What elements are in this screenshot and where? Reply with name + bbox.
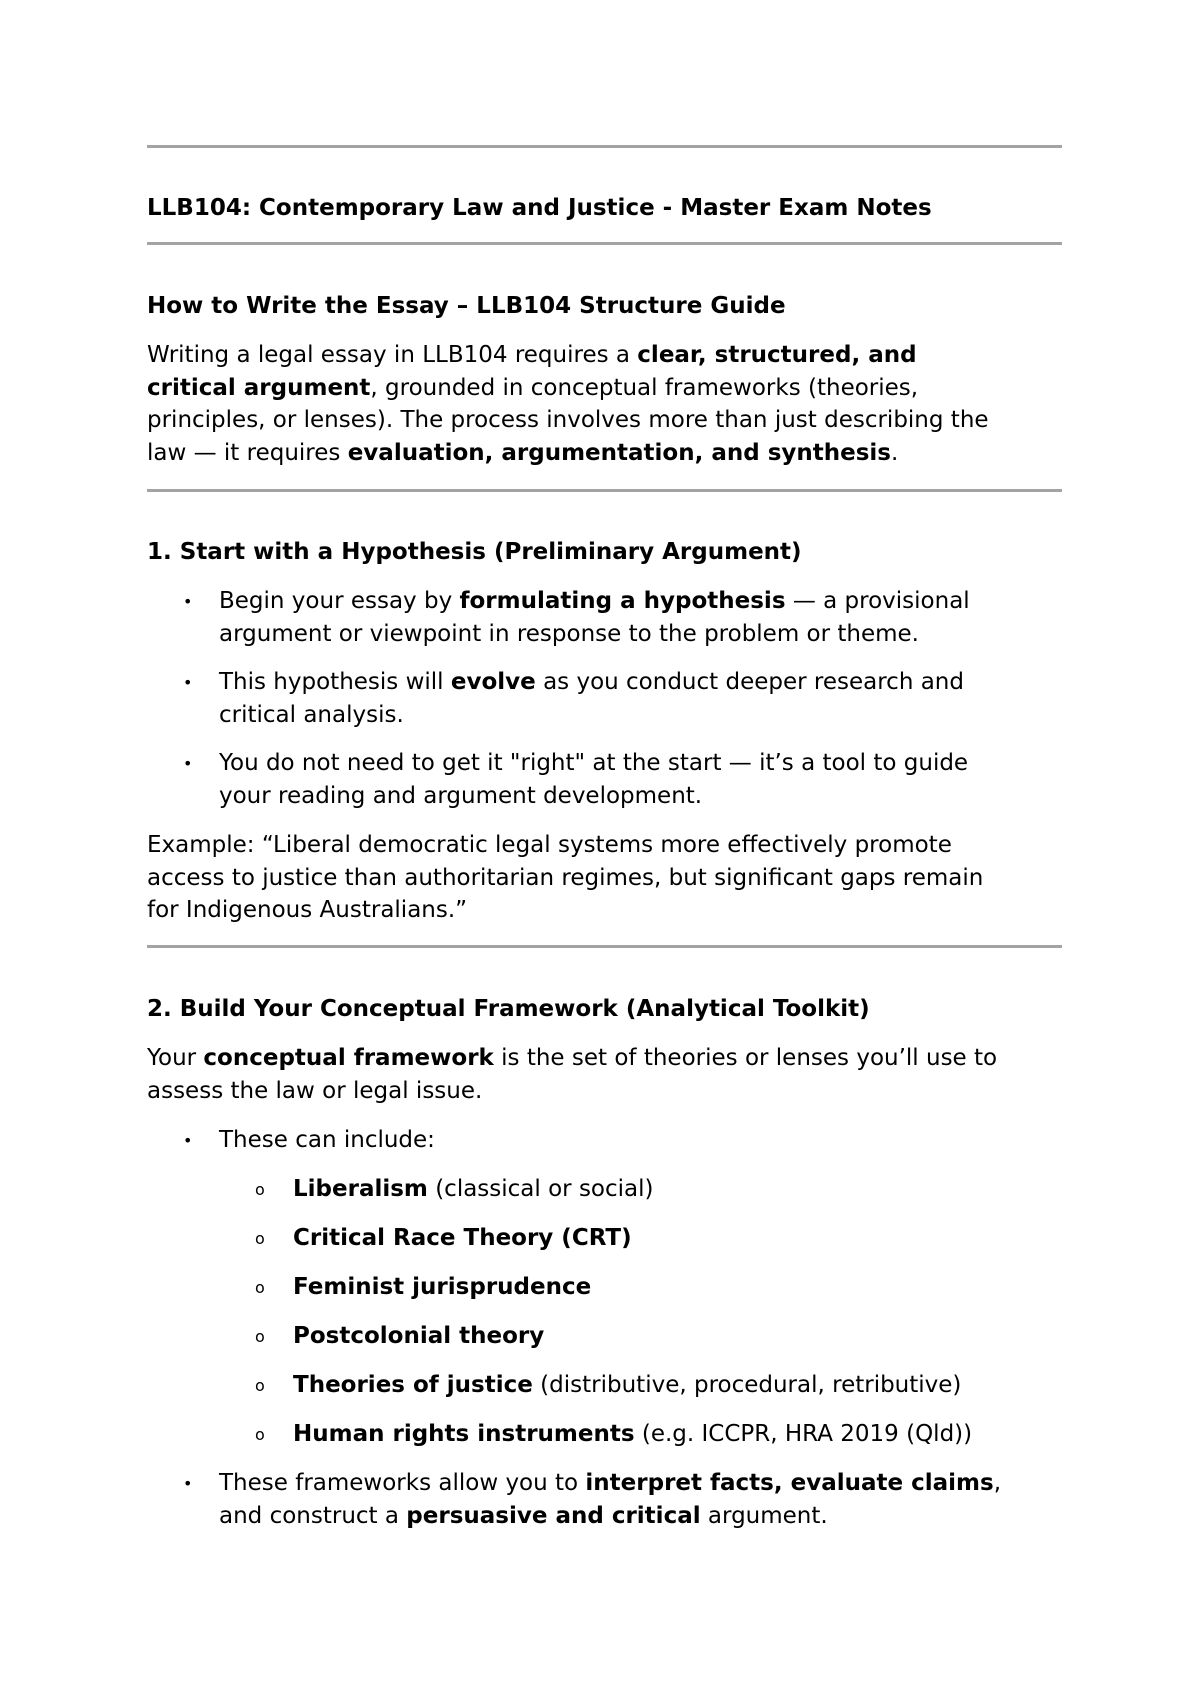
example-line-2: access to justice than authoritarian regimes, but significant gaps remain [147,865,984,891]
intro-line-4: law — it requires evaluation, argumentation, and synthesis. [147,440,899,466]
framework-item: Human rights instruments (e.g. ICCPR, HRA 2019 (Qld)) [293,1421,973,1447]
s2-bullet-2-line-2: and construct a persuasive and critical argument. [219,1503,828,1529]
bullet-marker: • [183,673,193,692]
example-line-3: for Indigenous Australians.” [147,897,468,923]
bullet-marker: • [183,1474,193,1493]
intro-line-2: critical argument, grounded in conceptual frameworks (theories, [147,375,919,401]
sub-bullet-marker: o [255,1180,265,1199]
sub-bullet-marker: o [255,1327,265,1346]
framework-item: Feminist jurisprudence [293,1274,592,1300]
intro-line-1: Writing a legal essay in LLB104 requires a clear, structured, and [147,342,917,368]
sub-bullet-marker: o [255,1278,265,1297]
divider [147,945,1062,948]
s2-bullet-1: These can include: [219,1127,435,1153]
s1-bullet-3-line-2: your reading and argument development. [219,783,703,809]
s2-intro-line-1: Your conceptual framework is the set of theories or lenses you’ll use to [147,1045,998,1071]
divider [147,489,1062,492]
bullet-marker: • [183,592,193,611]
document-title: LLB104: Contemporary Law and Justice - Master Exam Notes [147,195,932,221]
framework-item: Critical Race Theory (CRT) [293,1225,632,1251]
framework-item: Postcolonial theory [293,1323,545,1349]
divider [147,242,1062,245]
framework-item: Theories of justice (distributive, procedural, retributive) [293,1372,962,1398]
s1-bullet-1-line-2: argument or viewpoint in response to the problem or theme. [219,621,919,647]
s2-intro-line-2: assess the law or legal issue. [147,1078,483,1104]
sub-bullet-marker: o [255,1376,265,1395]
sub-bullet-marker: o [255,1229,265,1248]
guide-heading: How to Write the Essay – LLB104 Structure Guide [147,293,786,319]
s1-bullet-2-line-2: critical analysis. [219,702,404,728]
section-1-heading: 1. Start with a Hypothesis (Preliminary Argument) [147,539,802,565]
example-line-1: Example: “Liberal democratic legal systems more effectively promote [147,832,952,858]
sub-bullet-marker: o [255,1425,265,1444]
s1-bullet-1-line-1: Begin your essay by formulating a hypothesis — a provisional [219,588,970,614]
s2-bullet-2-line-1: These frameworks allow you to interpret facts, evaluate claims, [219,1470,1001,1496]
s1-bullet-2-line-1: This hypothesis will evolve as you conduct deeper research and [219,669,964,695]
bullet-marker: • [183,754,193,773]
section-2-heading: 2. Build Your Conceptual Framework (Analytical Toolkit) [147,996,870,1022]
intro-line-3: principles, or lenses). The process involves more than just describing the [147,407,989,433]
bullet-marker: • [183,1131,193,1150]
divider [147,145,1062,148]
s1-bullet-3-line-1: You do not need to get it "right" at the start — it’s a tool to guide [219,750,969,776]
framework-item: Liberalism (classical or social) [293,1176,654,1202]
